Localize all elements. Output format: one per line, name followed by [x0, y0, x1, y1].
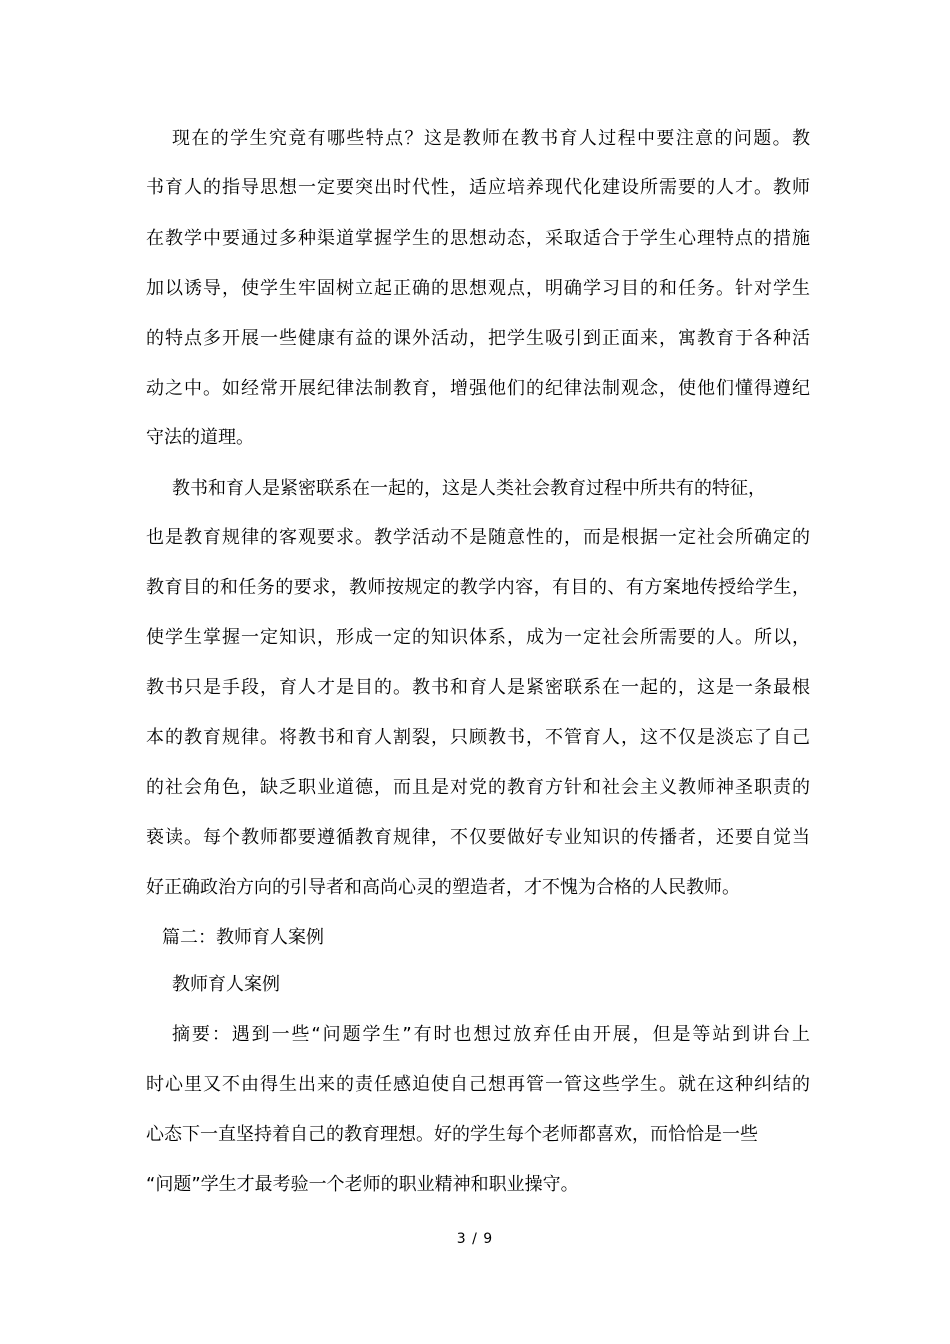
abstract-line-4: “问题”学生才最考验一个老师的职业精神和职业操守。	[146, 1174, 579, 1195]
abstract-line-2: 时心里又不由得生出来的责任感迫使自己想再管一管这些学生。就在这种纠结的	[146, 1074, 810, 1095]
paragraph-1-line-6: 动之中。如经常开展纪律法制教育，增强他们的纪律法制观念，使他们懂得遵纪	[146, 378, 810, 399]
paragraph-1-line-1: 现在的学生究竟有哪些特点？这是教师在教书育人过程中要注意的问题。教	[172, 128, 810, 149]
article-title: 教师育人案例	[172, 974, 280, 995]
paragraph-2-line-9: 好正确政治方向的引导者和高尚心灵的塑造者，才不愧为合格的人民教师。	[146, 877, 740, 898]
page-number: 3 / 9	[456, 1231, 494, 1247]
paragraph-1-line-5: 的特点多开展一些健康有益的课外活动，把学生吸引到正面来，寓教育于各种活	[146, 328, 810, 349]
paragraph-2-line-3: 教育目的和任务的要求，教师按规定的教学内容，有目的、有方案地传授给学生，	[146, 577, 810, 598]
paragraph-1-line-2: 书育人的指导思想一定要突出时代性，适应培养现代化建设所需要的人才。教师	[146, 177, 810, 198]
paragraph-1-line-4: 加以诱导，使学生牢固树立起正确的思想观点，明确学习目的和任务。针对学生	[146, 278, 810, 299]
paragraph-1-line-3: 在教学中要通过多种渠道掌握学生的思想动态，采取适合于学生心理特点的措施	[146, 228, 810, 249]
paragraph-2-line-8: 亵读。每个教师都要遵循教育规律，不仅要做好专业知识的传播者，还要自觉当	[146, 827, 810, 848]
paragraph-2-line-5: 教书只是手段，育人才是目的。教书和育人是紧密联系在一起的，这是一条最根	[146, 677, 810, 698]
paragraph-2-line-6: 本的教育规律。将教书和育人割裂，只顾教书，不管育人，这不仅是淡忘了自己	[146, 727, 810, 748]
abstract-line-3: 心态下一直坚持着自己的教育理想。好的学生每个老师都喜欢，而恰恰是一些	[146, 1124, 758, 1145]
paragraph-1-line-7: 守法的道理。	[146, 427, 254, 448]
paragraph-2-line-1: 教书和育人是紧密联系在一起的，这是人类社会教育过程中所共有的特征，	[172, 478, 766, 499]
paragraph-2-line-4: 使学生掌握一定知识，形成一定的知识体系，成为一定社会所需要的人。所以，	[146, 627, 810, 648]
abstract-line-1: 摘要：遇到一些“问题学生”有时也想过放弃任由开展，但是等站到讲台上	[172, 1024, 810, 1045]
paragraph-2-line-2: 也是教育规律的客观要求。教学活动不是随意性的，而是根据一定社会所确定的	[146, 527, 810, 548]
section-heading: 篇二：教师育人案例	[162, 927, 324, 948]
paragraph-2-line-7: 的社会角色，缺乏职业道德，而且是对党的教育方针和社会主义教师神圣职责的	[146, 777, 810, 798]
